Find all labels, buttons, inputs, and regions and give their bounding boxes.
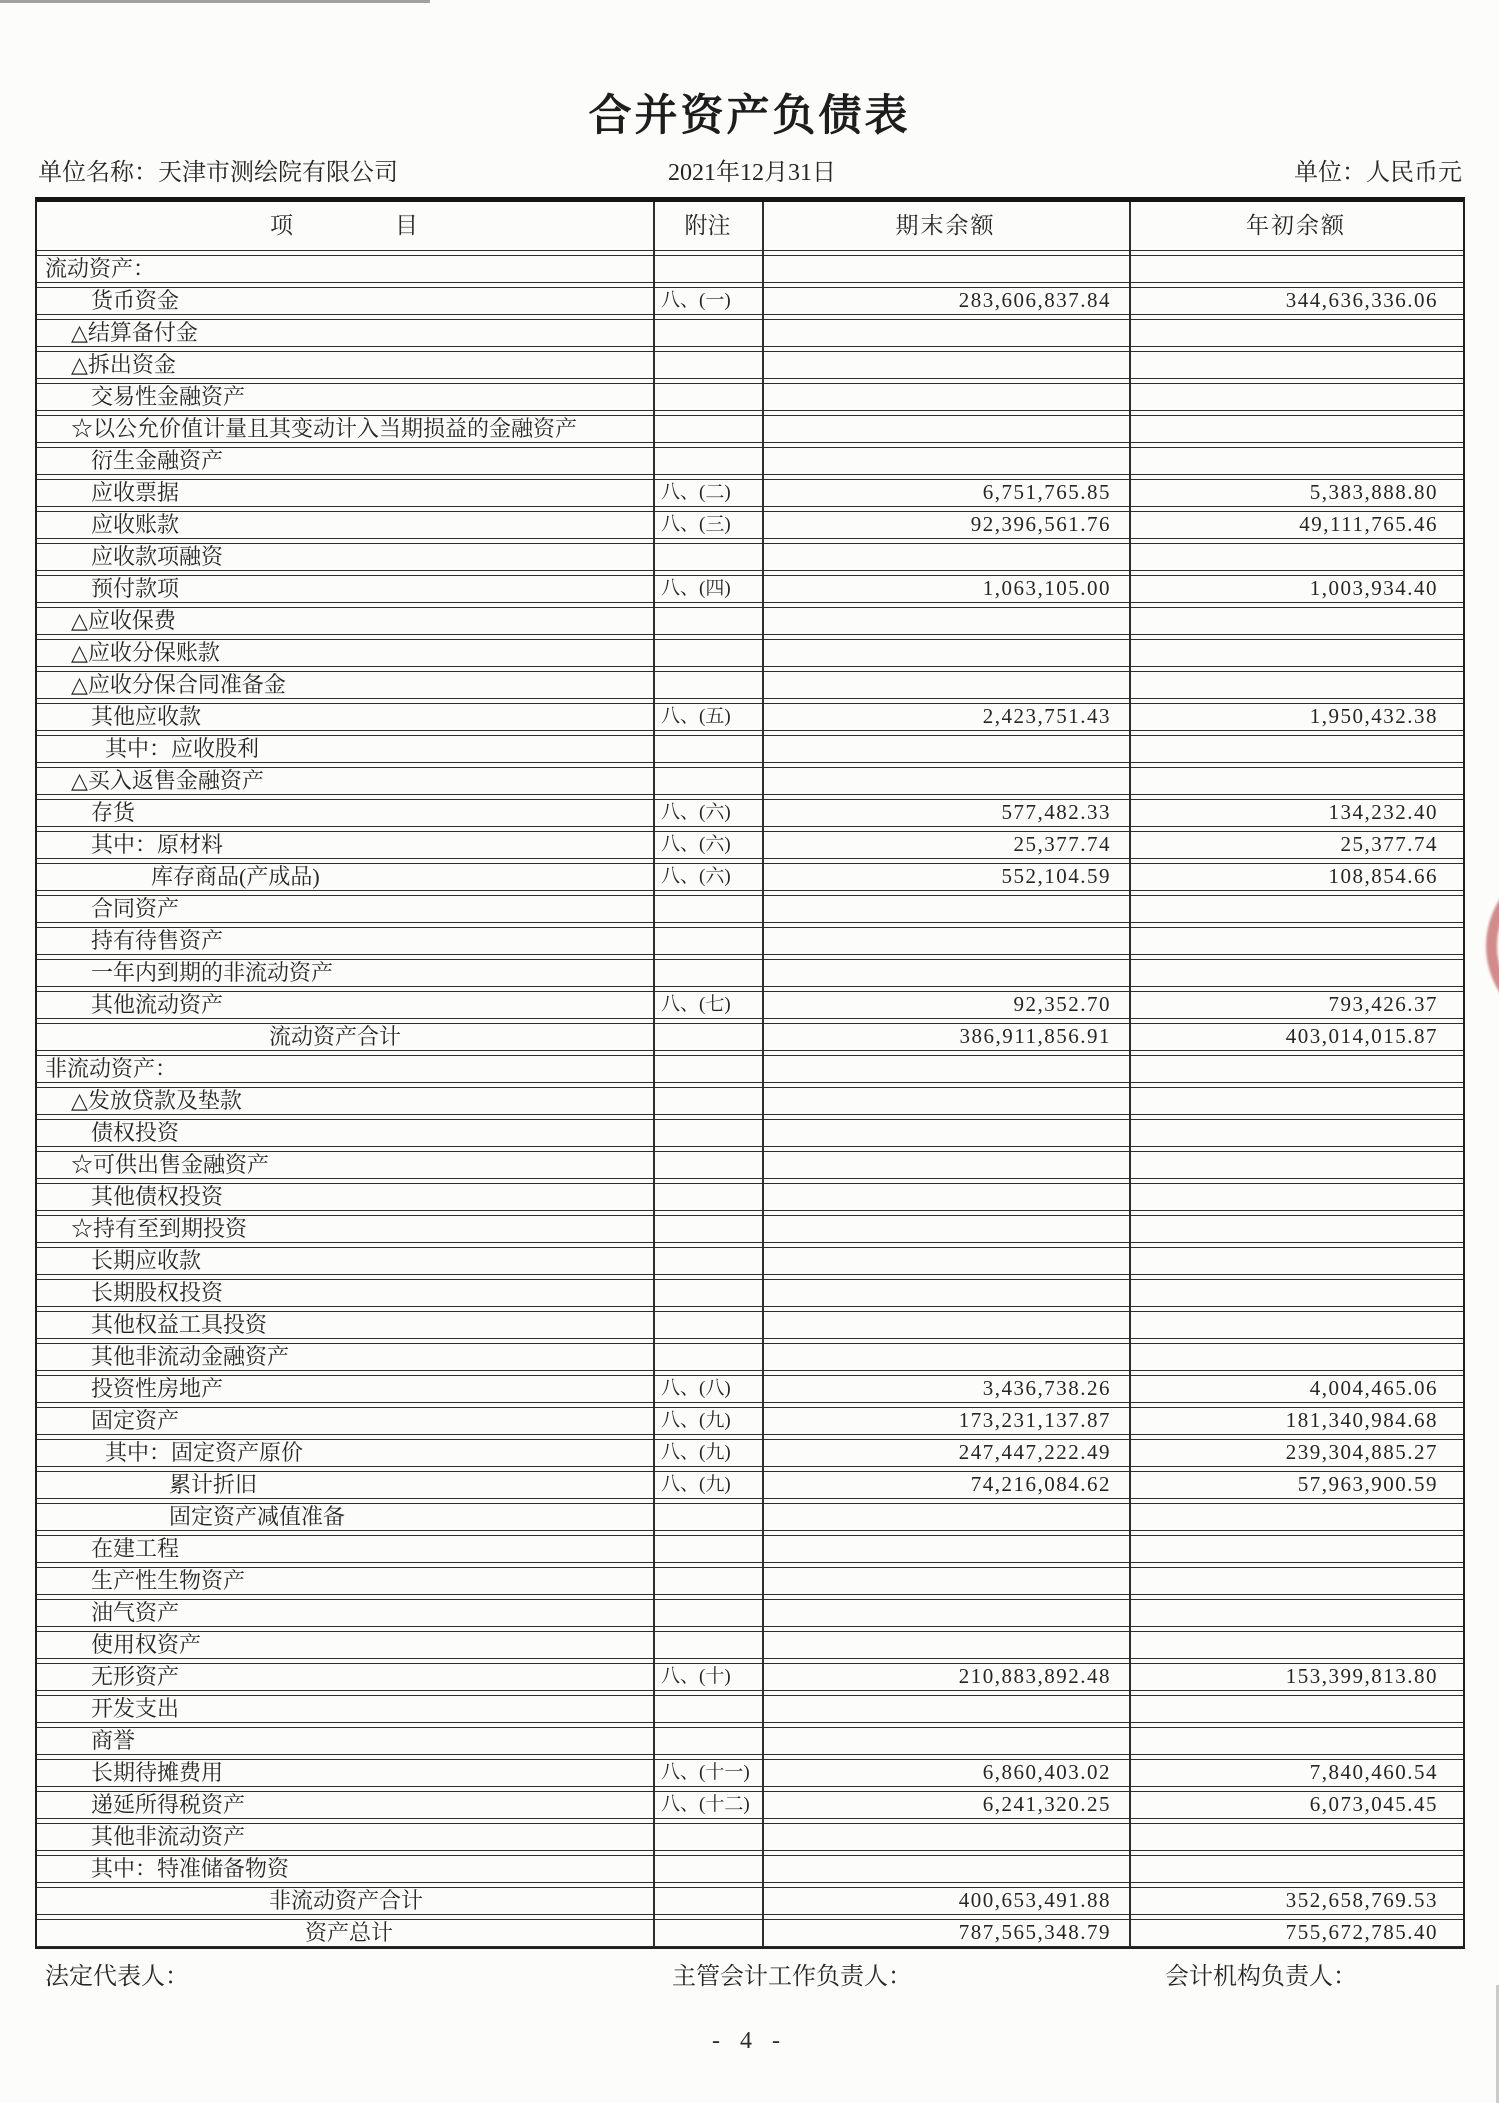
- item-label: 递延所得税资产: [91, 1792, 246, 1817]
- ending-balance-cell: [762, 1728, 1129, 1754]
- note-cell: 八、(十): [661, 1666, 731, 1687]
- item-label: 其中：固定资产原价: [105, 1440, 304, 1465]
- item-label: 投资性房地产: [91, 1376, 224, 1401]
- ending-balance-cell: 210,883,892.48: [958, 1664, 1111, 1688]
- beginning-balance-cell: [1129, 928, 1463, 954]
- item-label: 持有待售资产: [91, 928, 224, 953]
- note-cell: 八、(四): [661, 578, 731, 599]
- red-seal-mark: [1486, 860, 1499, 1032]
- beginning-balance-cell: [1129, 1536, 1463, 1562]
- item-label: 合同资产: [91, 896, 180, 921]
- ending-balance-cell: [762, 1312, 1129, 1338]
- item-label: 其中：应收股利: [105, 736, 260, 761]
- ending-balance-cell: [762, 1856, 1129, 1882]
- accounting-dept-label: 会计机构负责人：: [1165, 1964, 1357, 1990]
- item-label: 资产总计: [305, 1920, 394, 1945]
- beginning-balance-cell: [1129, 768, 1463, 794]
- beginning-balance-cell: [1129, 256, 1463, 282]
- note-cell: [653, 1280, 762, 1306]
- table-row: [37, 991, 1463, 1019]
- table-row: [37, 1375, 1463, 1403]
- beginning-balance-cell: [1129, 672, 1463, 698]
- note-cell: [653, 1696, 762, 1722]
- ending-balance-cell: [762, 448, 1129, 474]
- table-row: [37, 735, 1463, 763]
- item-label: 应收账款: [91, 512, 180, 537]
- ending-balance-cell: 247,447,222.49: [958, 1440, 1111, 1464]
- item-label: 预付款项: [91, 576, 180, 601]
- beginning-balance-cell: [1129, 1728, 1463, 1754]
- item-label: 其他非流动资产: [91, 1824, 246, 1849]
- table-row: [37, 1023, 1463, 1051]
- ending-balance-cell: [762, 1056, 1129, 1082]
- item-label: 交易性金融资产: [91, 384, 246, 409]
- beginning-balance-cell: 25,377.74: [1340, 832, 1438, 856]
- item-label: ☆以公允价值计量且其变动计入当期损益的金融资产: [71, 416, 578, 441]
- note-cell: [653, 928, 762, 954]
- ending-balance-cell: [762, 640, 1129, 666]
- table-row: [37, 1471, 1463, 1499]
- item-label: 流动资产合计: [269, 1024, 402, 1049]
- note-cell: [653, 1312, 762, 1338]
- ending-balance-cell: [762, 256, 1129, 282]
- note-cell: [653, 1632, 762, 1658]
- beginning-balance-cell: 239,304,885.27: [1285, 1440, 1438, 1464]
- note-cell: [653, 416, 762, 442]
- note-cell: [653, 736, 762, 762]
- table-row: [37, 959, 1463, 987]
- note-cell: [653, 1152, 762, 1178]
- table-row: [37, 1503, 1463, 1531]
- ending-balance-cell: 6,241,320.25: [982, 1792, 1111, 1816]
- beginning-balance-cell: [1129, 1856, 1463, 1882]
- ending-balance-cell: 25,377.74: [1013, 832, 1111, 856]
- item-label: 其中：原材料: [91, 832, 224, 857]
- beginning-balance-cell: 4,004,465.06: [1309, 1376, 1438, 1400]
- table-row: [37, 895, 1463, 923]
- table-row: [37, 575, 1463, 603]
- table-row: [37, 415, 1463, 443]
- ending-balance-cell: 92,396,561.76: [970, 512, 1111, 536]
- ending-balance-cell: [762, 1344, 1129, 1370]
- column-divider: [762, 202, 764, 1947]
- beginning-balance-cell: [1129, 1088, 1463, 1114]
- note-cell: [653, 1568, 762, 1594]
- item-label: 油气资产: [91, 1600, 180, 1625]
- note-cell: 八、(六): [661, 834, 731, 855]
- note-cell: [653, 1056, 762, 1082]
- table-row: [37, 1535, 1463, 1563]
- signature-row: [0, 1956, 1499, 1988]
- note-cell: [653, 384, 762, 410]
- table-row: [37, 1439, 1463, 1467]
- item-label: 无形资产: [91, 1664, 180, 1689]
- beginning-balance-cell: [1129, 1344, 1463, 1370]
- table-row: [37, 1791, 1463, 1819]
- beginning-balance-cell: [1129, 1248, 1463, 1274]
- ending-balance-cell: [762, 608, 1129, 634]
- note-cell: [653, 1600, 762, 1626]
- beginning-balance-cell: 49,111,765.46: [1299, 512, 1438, 536]
- table-row: [37, 351, 1463, 379]
- beginning-balance-cell: [1129, 1312, 1463, 1338]
- note-cell: 八、(十一): [661, 1762, 750, 1783]
- item-label: △应收保费: [71, 608, 176, 633]
- beginning-balance-cell: [1129, 1600, 1463, 1626]
- beginning-balance-cell: 6,073,045.45: [1309, 1792, 1438, 1816]
- beginning-balance-cell: [1129, 384, 1463, 410]
- beginning-balance-cell: [1129, 1280, 1463, 1306]
- report-date: 2021年12月31日: [668, 160, 836, 186]
- table-row: [37, 1887, 1463, 1915]
- table-row: [37, 767, 1463, 795]
- item-label: 在建工程: [91, 1536, 180, 1561]
- note-cell: [653, 1504, 762, 1530]
- beginning-balance-cell: 7,840,460.54: [1309, 1760, 1438, 1784]
- note-cell: [653, 608, 762, 634]
- beginning-balance-cell: 5,383,888.80: [1309, 480, 1438, 504]
- column-divider: [1129, 202, 1131, 1947]
- table-body: [37, 255, 1463, 1947]
- note-cell: [653, 768, 762, 794]
- ending-balance-cell: 92,352.70: [1013, 992, 1111, 1016]
- ending-balance-cell: [762, 1632, 1129, 1658]
- table-row: [37, 1727, 1463, 1755]
- beginning-balance-cell: 1,003,934.40: [1309, 576, 1438, 600]
- item-label: 其他权益工具投资: [91, 1312, 268, 1337]
- table-row: [37, 863, 1463, 891]
- ending-balance-cell: [762, 352, 1129, 378]
- beginning-balance-cell: [1129, 1568, 1463, 1594]
- beginning-balance-cell: [1129, 608, 1463, 634]
- beginning-balance-cell: 403,014,015.87: [1285, 1024, 1438, 1048]
- note-cell: [653, 640, 762, 666]
- note-cell: 八、(五): [661, 706, 731, 727]
- table-row: [37, 1919, 1463, 1947]
- beginning-balance-cell: 352,658,769.53: [1285, 1888, 1438, 1912]
- note-cell: [653, 1344, 762, 1370]
- balance-sheet-table: [35, 197, 1465, 1949]
- table-row: [37, 479, 1463, 507]
- ending-balance-cell: 6,860,403.02: [982, 1760, 1111, 1784]
- header-ending-balance: 期末余额: [895, 213, 996, 238]
- note-cell: 八、(九): [661, 1474, 731, 1495]
- table-row: [37, 703, 1463, 731]
- note-cell: [653, 1728, 762, 1754]
- beginning-balance-cell: 57,963,900.59: [1297, 1472, 1438, 1496]
- ending-balance-cell: [762, 1248, 1129, 1274]
- chief-accountant-label: 主管会计工作负责人：: [672, 1964, 912, 1990]
- note-cell: 八、(八): [661, 1378, 731, 1399]
- table-row: [37, 1215, 1463, 1243]
- ending-balance-cell: [762, 1504, 1129, 1530]
- ending-balance-cell: 6,751,765.85: [982, 480, 1111, 504]
- note-cell: [653, 672, 762, 698]
- beginning-balance-cell: [1129, 1184, 1463, 1210]
- note-cell: 八、(三): [661, 514, 731, 535]
- table-header-row: [37, 202, 1463, 251]
- page-title: 合并资产负债表: [588, 92, 911, 140]
- note-cell: 八、(二): [661, 482, 731, 503]
- beginning-balance-cell: 153,399,813.80: [1285, 1664, 1438, 1688]
- table-row: [37, 639, 1463, 667]
- beginning-balance-cell: [1129, 1056, 1463, 1082]
- beginning-balance-cell: [1129, 544, 1463, 570]
- ending-balance-cell: [762, 1600, 1129, 1626]
- item-label: 应收款项融资: [91, 544, 224, 569]
- ending-balance-cell: [762, 672, 1129, 698]
- ending-balance-cell: [762, 960, 1129, 986]
- beginning-balance-cell: [1129, 320, 1463, 346]
- beginning-balance-cell: 1,950,432.38: [1309, 704, 1438, 728]
- header-note: 附注: [684, 213, 731, 238]
- item-label: 固定资产减值准备: [169, 1504, 346, 1529]
- beginning-balance-cell: 108,854.66: [1328, 864, 1438, 888]
- note-cell: [653, 352, 762, 378]
- item-label: 应收票据: [91, 480, 180, 505]
- table-row: [37, 607, 1463, 635]
- ending-balance-cell: [762, 320, 1129, 346]
- beginning-balance-cell: [1129, 736, 1463, 762]
- beginning-balance-cell: [1129, 448, 1463, 474]
- ending-balance-cell: 386,911,856.91: [959, 1024, 1111, 1048]
- ending-balance-cell: [762, 1120, 1129, 1146]
- note-cell: 八、(七): [661, 994, 731, 1015]
- table-row: [37, 927, 1463, 955]
- item-label: 其他债权投资: [91, 1184, 224, 1209]
- ending-balance-cell: [762, 1824, 1129, 1850]
- table-row: [37, 1119, 1463, 1147]
- item-label: △应收分保合同准备金: [71, 672, 286, 697]
- ending-balance-cell: [762, 384, 1129, 410]
- note-cell: 八、(九): [661, 1410, 731, 1431]
- ending-balance-cell: 283,606,837.84: [958, 288, 1111, 312]
- note-cell: [653, 1920, 762, 1946]
- ending-balance-cell: [762, 1696, 1129, 1722]
- item-label: △应收分保账款: [71, 640, 220, 665]
- item-label: ☆持有至到期投资: [71, 1216, 248, 1241]
- ending-balance-cell: [762, 1568, 1129, 1594]
- column-divider: [653, 202, 655, 1947]
- item-label: △买入返售金融资产: [71, 768, 264, 793]
- item-label: 非流动资产：: [45, 1056, 178, 1081]
- note-cell: [653, 1024, 762, 1050]
- item-label: 使用权资产: [91, 1632, 202, 1657]
- note-cell: [653, 544, 762, 570]
- note-cell: [653, 1536, 762, 1562]
- ending-balance-cell: [762, 736, 1129, 762]
- table-row: [37, 831, 1463, 859]
- item-label: 库存商品(产成品): [151, 864, 320, 889]
- table-row: [37, 1087, 1463, 1115]
- item-label: 债权投资: [91, 1120, 180, 1145]
- ending-balance-cell: 3,436,738.26: [982, 1376, 1111, 1400]
- table-row: [37, 1151, 1463, 1179]
- table-row: [37, 1183, 1463, 1211]
- note-cell: [653, 320, 762, 346]
- item-label: 其他流动资产: [91, 992, 224, 1017]
- ending-balance-cell: [762, 1280, 1129, 1306]
- note-cell: [653, 1184, 762, 1210]
- ending-balance-cell: [762, 928, 1129, 954]
- beginning-balance-cell: [1129, 1824, 1463, 1850]
- table-row: [37, 799, 1463, 827]
- note-cell: [653, 1120, 762, 1146]
- note-cell: [653, 896, 762, 922]
- beginning-balance-cell: 755,672,785.40: [1285, 1920, 1438, 1944]
- item-label: △结算备付金: [71, 320, 198, 345]
- note-cell: [653, 1248, 762, 1274]
- note-cell: [653, 1088, 762, 1114]
- beginning-balance-cell: [1129, 1216, 1463, 1242]
- table-row: [37, 383, 1463, 411]
- ending-balance-cell: [762, 416, 1129, 442]
- item-label: 存货: [91, 800, 136, 825]
- item-label: 一年内到期的非流动资产: [91, 960, 334, 985]
- note-cell: 八、(九): [661, 1442, 731, 1463]
- ending-balance-cell: [762, 768, 1129, 794]
- ending-balance-cell: 400,653,491.88: [958, 1888, 1111, 1912]
- beginning-balance-cell: [1129, 1696, 1463, 1722]
- item-label: 开发支出: [91, 1696, 180, 1721]
- beginning-balance-cell: [1129, 352, 1463, 378]
- beginning-balance-cell: [1129, 416, 1463, 442]
- item-label: 非流动资产合计: [269, 1888, 424, 1913]
- ending-balance-cell: [762, 1088, 1129, 1114]
- ending-balance-cell: [762, 544, 1129, 570]
- page-number: - 4 -: [712, 2028, 787, 2054]
- note-cell: 八、(十二): [661, 1794, 750, 1815]
- beginning-balance-cell: [1129, 1504, 1463, 1530]
- table-row: [37, 447, 1463, 475]
- table-row: [37, 671, 1463, 699]
- legal-representative-label: 法定代表人：: [45, 1964, 189, 1990]
- table-row: [37, 511, 1463, 539]
- item-label: 长期股权投资: [91, 1280, 224, 1305]
- header-item: 项 目: [270, 213, 420, 238]
- ending-balance-cell: [762, 1536, 1129, 1562]
- ending-balance-cell: 2,423,751.43: [982, 704, 1111, 728]
- table-row: [37, 1823, 1463, 1851]
- company-name: 单位名称：天津市测绘院有限公司: [38, 160, 398, 186]
- note-cell: [653, 960, 762, 986]
- table-row: [37, 1759, 1463, 1787]
- note-cell: [653, 1824, 762, 1850]
- ending-balance-cell: 552,104.59: [1001, 864, 1111, 888]
- item-label: 累计折旧: [169, 1472, 258, 1497]
- note-cell: [653, 1216, 762, 1242]
- note-cell: [653, 1856, 762, 1882]
- table-row: [37, 1055, 1463, 1083]
- item-label: 长期应收款: [91, 1248, 202, 1273]
- item-label: △拆出资金: [71, 352, 176, 377]
- ending-balance-cell: 577,482.33: [1001, 800, 1111, 824]
- beginning-balance-cell: [1129, 640, 1463, 666]
- ending-balance-cell: 1,063,105.00: [982, 576, 1111, 600]
- item-label: ☆可供出售金融资产: [71, 1152, 270, 1177]
- beginning-balance-cell: 134,232.40: [1328, 800, 1438, 824]
- beginning-balance-cell: 344,636,336.06: [1285, 288, 1438, 312]
- table-row: [37, 1663, 1463, 1691]
- table-row: [37, 1631, 1463, 1659]
- beginning-balance-cell: [1129, 960, 1463, 986]
- item-label: 生产性生物资产: [91, 1568, 246, 1593]
- table-row: [37, 1599, 1463, 1627]
- table-row: [37, 1855, 1463, 1883]
- table-row: [37, 255, 1463, 283]
- note-cell: 八、(六): [661, 802, 731, 823]
- table-row: [37, 1695, 1463, 1723]
- table-row: [37, 319, 1463, 347]
- table-row: [37, 1311, 1463, 1339]
- table-row: [37, 543, 1463, 571]
- beginning-balance-cell: [1129, 1152, 1463, 1178]
- item-label: 商誉: [91, 1728, 136, 1753]
- beginning-balance-cell: [1129, 896, 1463, 922]
- scan-edge-artifact: [0, 0, 430, 3]
- item-label: 固定资产: [91, 1408, 180, 1433]
- ending-balance-cell: [762, 896, 1129, 922]
- report-meta: [38, 152, 1462, 186]
- ending-balance-cell: 74,216,084.62: [970, 1472, 1111, 1496]
- beginning-balance-cell: [1129, 1120, 1463, 1146]
- item-label: 其他应收款: [91, 704, 202, 729]
- ending-balance-cell: 787,565,348.79: [958, 1920, 1111, 1944]
- beginning-balance-cell: 793,426.37: [1328, 992, 1438, 1016]
- note-cell: [653, 256, 762, 282]
- item-label: △发放贷款及垫款: [71, 1088, 242, 1113]
- currency-unit: 单位：人民币元: [1294, 160, 1462, 186]
- ending-balance-cell: [762, 1216, 1129, 1242]
- item-label: 货币资金: [91, 288, 180, 313]
- ending-balance-cell: [762, 1152, 1129, 1178]
- item-label: 衍生金融资产: [91, 448, 224, 473]
- item-label: 其中：特准储备物资: [91, 1856, 290, 1881]
- table-row: [37, 1407, 1463, 1435]
- note-cell: [653, 448, 762, 474]
- item-label: 流动资产：: [45, 256, 156, 281]
- ending-balance-cell: [762, 1184, 1129, 1210]
- beginning-balance-cell: [1129, 1632, 1463, 1658]
- note-cell: 八、(一): [661, 290, 731, 311]
- table-row: [37, 1343, 1463, 1371]
- header-beginning-balance: 年初余额: [1246, 213, 1346, 238]
- item-label: 长期待摊费用: [91, 1760, 224, 1785]
- note-cell: [653, 1888, 762, 1914]
- ending-balance-cell: 173,231,137.87: [958, 1408, 1111, 1432]
- beginning-balance-cell: 181,340,984.68: [1285, 1408, 1438, 1432]
- item-label: 其他非流动金融资产: [91, 1344, 290, 1369]
- table-row: [37, 287, 1463, 315]
- table-row: [37, 1279, 1463, 1307]
- table-row: [37, 1567, 1463, 1595]
- table-row: [37, 1247, 1463, 1275]
- note-cell: 八、(六): [661, 866, 731, 887]
